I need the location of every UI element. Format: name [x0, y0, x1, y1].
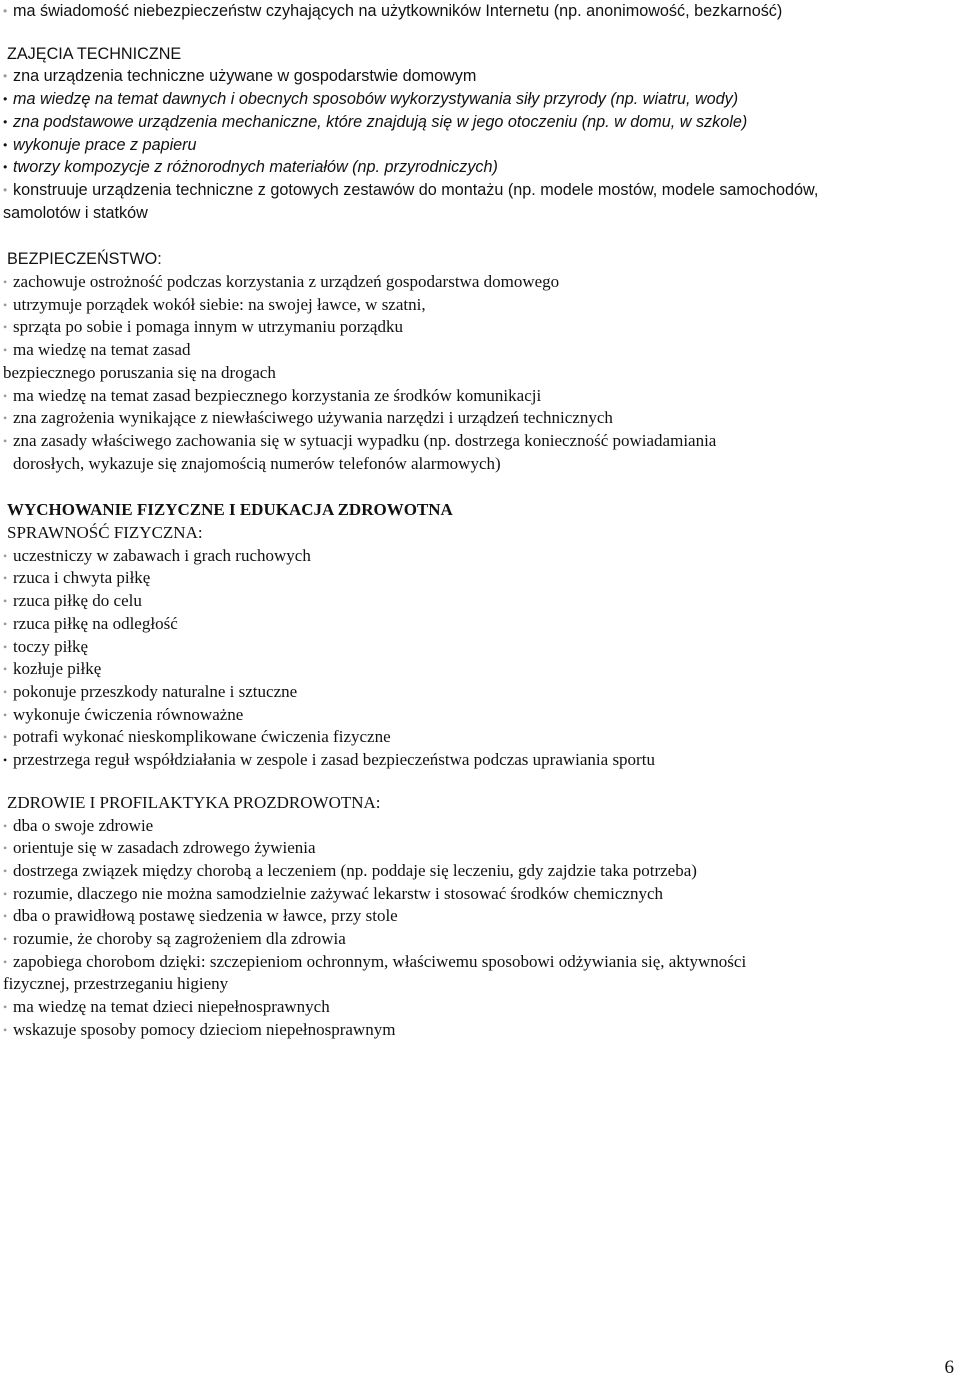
section-heading-bezpieczenstwo: BEZPIECZEŃSTWO:: [7, 250, 162, 269]
list-item: • rzuca i chwyta piłkę: [3, 567, 953, 590]
list-item: • zachowuje ostrożność podczas korzystania z urządzeń gospodarstwa domowego: [3, 271, 953, 294]
list-item: • rzuca piłkę na odległość: [3, 613, 953, 636]
list-item-continuation: samolotów i statków: [3, 203, 148, 222]
list-item: • konstruuje urządzenia techniczne z gotowych zestawów do montażu (np. modele mostów, modele samochodów,: [3, 179, 953, 202]
list-item: • zna zasady właściwego zachowania się w sytuacji wypadku (np. dostrzega konieczność powiadamiania: [3, 430, 953, 453]
section-heading-zajecia: ZAJĘCIA TECHNICZNE: [7, 44, 182, 63]
list-item: • tworzy kompozycje z różnorodnych materiałów (np. przyrodniczych): [3, 156, 953, 179]
list-item: • dba o swoje zdrowie: [3, 815, 953, 838]
list-item: • ma wiedzę na temat zasad: [3, 339, 953, 362]
list-item: • rozumie, że choroby są zagrożeniem dla zdrowia: [3, 928, 953, 951]
list-item: • zna podstawowe urządzenia mechaniczne, które znajdują się w jego otoczeniu (np. w domu, w szkole): [3, 111, 953, 134]
section-heading-wf: WYCHOWANIE FIZYCZNE I EDUKACJA ZDROWOTNA: [7, 500, 453, 520]
list-item: • utrzymuje porządek wokół siebie: na swojej ławce, w szatni,: [3, 294, 953, 317]
list-item: • wykonuje prace z papieru: [3, 134, 953, 157]
list-item: • wskazuje sposoby pomocy dzieciom niepełnosprawnym: [3, 1019, 953, 1042]
sub-heading-sprawnosc: SPRAWNOŚĆ FIZYCZNA:: [7, 523, 203, 543]
list-item: • zna zagrożenia wynikające z niewłaściwego używania narzędzi i urządzeń technicznych: [3, 407, 953, 430]
list-item: • sprząta po sobie i pomaga innym w utrzymaniu porządku: [3, 316, 953, 339]
list-item: • toczy piłkę: [3, 636, 953, 659]
list-item: • ma wiedzę na temat dawnych i obecnych sposobów wykorzystywania siły przyrody (np. wiatru, wody): [3, 88, 953, 111]
document-page: [3, 0, 953, 1042]
page-number: 6: [944, 1357, 954, 1378]
list-item: • dba o prawidłową postawę siedzenia w ławce, przy stole: [3, 905, 953, 928]
list-item: • dostrzega związek między chorobą a leczeniem (np. poddaje się leczeniu, gdy zajdzie taka potrzeba): [3, 860, 953, 883]
list-item: • rzuca piłkę do celu: [3, 590, 953, 613]
list-item: • przestrzega reguł współdziałania w zespole i zasad bezpieczeństwa podczas uprawiania sportu: [3, 749, 953, 772]
list-item-continuation: fizycznej, przestrzeganiu higieny: [3, 974, 229, 994]
list-item: • pokonuje przeszkody naturalne i sztuczne: [3, 681, 953, 704]
list-item: • wykonuje ćwiczenia równoważne: [3, 704, 953, 727]
list-item-continuation: bezpiecznego poruszania się na drogach: [3, 362, 276, 382]
list-item: • ma wiedzę na temat dzieci niepełnosprawnych: [3, 996, 953, 1019]
list-item: • potrafi wykonać nieskomplikowane ćwiczenia fizyczne: [3, 726, 953, 749]
list-item: • zna urządzenia techniczne używane w gospodarstwie domowym: [3, 65, 953, 88]
list-item: • ma wiedzę na temat zasad bezpiecznego korzystania ze środków komunikacji: [3, 385, 953, 408]
intro-line: • ma świadomość niebezpieczeństw czyhających na użytkowników Internetu (np. anonimowość, bezkarność): [3, 0, 953, 23]
section-heading-zdrowie: ZDROWIE I PROFILAKTYKA PROZDROWOTNA:: [7, 792, 381, 812]
list-item: • zapobiega chorobom dzięki: szczepieniom ochronnym, właściwemu sposobowi odżywiania się, aktywności: [3, 951, 953, 974]
list-item-continuation: dorosłych, wykazuje się znajomością numerów telefonów alarmowych): [13, 453, 501, 473]
list-item: • rozumie, dlaczego nie można samodzielnie zażywać lekarstw i stosować środków chemicznych: [3, 883, 953, 906]
list-item: • orientuje się w zasadach zdrowego żywienia: [3, 837, 953, 860]
list-item: • uczestniczy w zabawach i grach ruchowych: [3, 545, 953, 568]
list-item: • kozłuje piłkę: [3, 658, 953, 681]
